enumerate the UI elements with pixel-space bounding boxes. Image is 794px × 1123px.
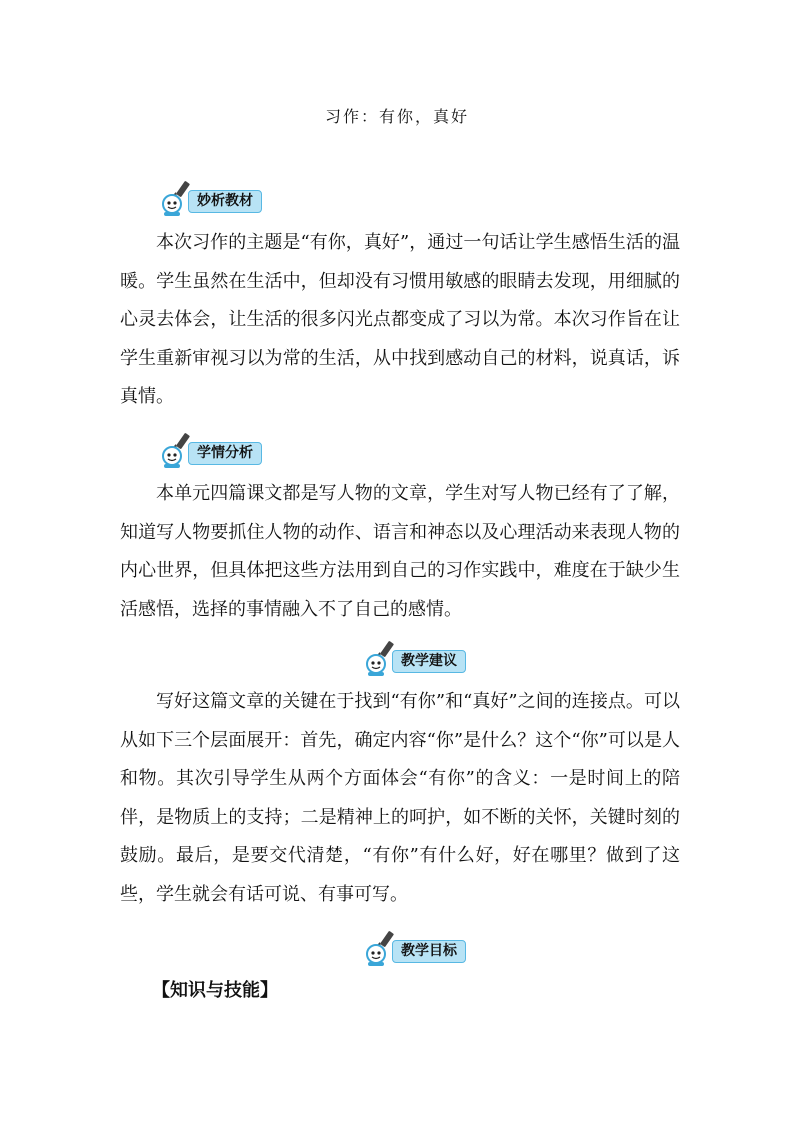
section-heading-label: 学情分析 — [188, 442, 262, 465]
subheading-knowledge-skills: 【知识与技能】 — [152, 980, 278, 1001]
section-heading-suggestions — [362, 640, 466, 676]
section-heading-label: 妙析教材 — [188, 190, 262, 213]
section-heading-students — [158, 432, 262, 468]
section-paragraph-textbook: 本次习作的主题是“有你，真好”，通过一句话让学生感悟生活的温暖。学生虽然在生活中，但却没有习惯用敏感的眼睛去发现，用细腻的心灵去体会，让生活的很多闪光点都变成了习以为常。本次习作旨在让学生重新审视习以为常的生活，从中找到感动自己的材料，说真话，诉真情。 — [120, 232, 680, 407]
section-heading-goals — [362, 930, 466, 966]
section-heading-label: 教学建议 — [392, 650, 466, 673]
section-heading-label: 教学目标 — [392, 940, 466, 963]
section-heading-textbook — [158, 180, 262, 216]
section-paragraph-suggestions: 写好这篇文章的关键在于找到“有你”和“真好”之间的连接点。可以从如下三个层面展开：首先，确定内容“你”是什么？这个“你”可以是人和物。其次引导学生从两个方面体会“有你”的含义：一是时间上的陪伴，是物质上的支持；二是精神上的呵护，如不断的关怀，关键时刻的鼓励。最后，是要交代清楚，“有你”有什么好，好在哪里？做到了这些，学生就会有话可说、有事可写。 — [120, 691, 680, 905]
document-title: 习作：有你，真好 — [324, 107, 469, 126]
section-paragraph-students: 本单元四篇课文都是写人物的文章，学生对写人物已经有了了解，知道写人物要抓住人物的动作、语言和神态以及心理活动来表现人物的内心世界，但具体把这些方法用到自己的习作实践中，难度在于缺少生活感悟，选择的事情融入不了自己的感情。 — [120, 483, 680, 620]
